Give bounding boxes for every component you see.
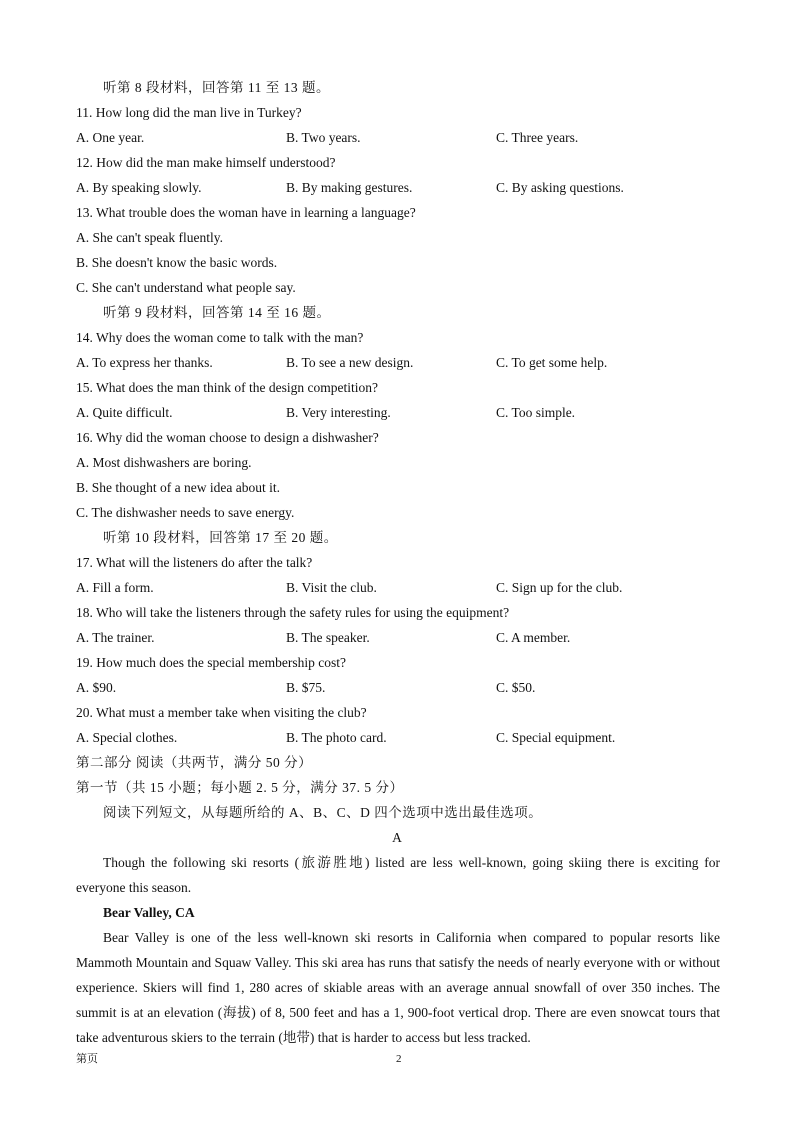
question-16-option-b: B. She thought of a new idea about it. <box>76 480 280 495</box>
question-16-option-c: C. The dishwasher needs to save energy. <box>76 505 295 520</box>
question-17-option-a: A. Fill a form. <box>76 580 154 595</box>
question-18-stem: 18. Who will take the listeners through the safety rules for using the equipment? <box>76 605 510 620</box>
question-12-stem: 12. How did the man make himself understood? <box>76 155 336 170</box>
question-11-option-a: A. One year. <box>76 130 145 145</box>
question-15-stem: 15. What does the man think of the design competition? <box>76 380 378 395</box>
question-13-option-a: A. She can't speak fluently. <box>76 230 224 245</box>
question-13-option-b: B. She doesn't know the basic words. <box>76 255 278 270</box>
question-19-option-b: B. $75. <box>286 680 326 695</box>
question-17-option-c: C. Sign up for the club. <box>496 580 623 595</box>
question-18-option-b: B. The speaker. <box>286 630 370 645</box>
question-11-stem: 11. How long did the man live in Turkey? <box>76 105 302 120</box>
reading-instruction: 阅读下列短文，从每题所给的 A、B、C、D 四个选项中选出最佳选项。 <box>103 805 543 820</box>
passage-letter: A <box>392 830 402 845</box>
passage-intro-text: Though the following ski resorts (旅游胜地) listed are less well-known, going skiing there is exciting for everyone this season. <box>76 855 720 895</box>
question-19-option-c: C. $50. <box>496 680 536 695</box>
question-16-stem: 16. Why did the woman choose to design a dishwasher? <box>76 430 379 445</box>
question-15-option-b: B. Very interesting. <box>286 405 391 420</box>
resort-paragraph <box>76 925 720 1050</box>
question-14-option-c: C. To get some help. <box>496 355 608 370</box>
question-20-stem: 20. What must a member take when visiting the club? <box>76 705 367 720</box>
question-15-option-a: A. Quite difficult. <box>76 405 173 420</box>
question-18-option-c: C. A member. <box>496 630 571 645</box>
part-2-heading: 第二部分 阅读（共两节，满分 50 分） <box>76 755 313 770</box>
question-19-stem: 19. How much does the special membership cost? <box>76 655 346 670</box>
question-12-option-a: A. By speaking slowly. <box>76 180 202 195</box>
part-2-section-1-heading: 第一节（共 15 小题；每小题 2. 5 分，满分 37. 5 分） <box>76 780 404 795</box>
question-19-option-a: A. $90. <box>76 680 117 695</box>
question-20-option-a: A. Special clothes. <box>76 730 178 745</box>
question-18-option-a: A. The trainer. <box>76 630 155 645</box>
question-13-stem: 13. What trouble does the woman have in learning a language? <box>76 205 416 220</box>
footer-page-number: 2 <box>396 1053 402 1065</box>
question-14-stem: 14. Why does the woman come to talk with the man? <box>76 330 364 345</box>
passage-intro <box>76 850 720 900</box>
question-14-option-b: B. To see a new design. <box>286 355 414 370</box>
question-14-option-a: A. To express her thanks. <box>76 355 213 370</box>
section-8-header: 听第 8 段材料，回答第 11 至 13 题。 <box>103 80 330 95</box>
question-12-option-b: B. By making gestures. <box>286 180 413 195</box>
section-10-header: 听第 10 段材料，回答第 17 至 20 题。 <box>103 530 338 545</box>
question-20-option-c: C. Special equipment. <box>496 730 616 745</box>
question-15-option-c: C. Too simple. <box>496 405 576 420</box>
question-17-stem: 17. What will the listeners do after the talk? <box>76 555 313 570</box>
footer-page-label: 第页 <box>76 1053 98 1065</box>
question-11-option-c: C. Three years. <box>496 130 579 145</box>
question-13-option-c: C. She can't understand what people say. <box>76 280 296 295</box>
question-12-option-c: C. By asking questions. <box>496 180 624 195</box>
resort-title: Bear Valley, CA <box>103 905 195 920</box>
question-11-option-b: B. Two years. <box>286 130 361 145</box>
resort-paragraph-text: Bear Valley is one of the less well-known ski resorts in California when compared to popular resorts like Mammoth Mountain and Squaw Valley. This ski area has runs that satisfy the needs of nearly everyone with or without experience. Skiers will find 1, 280 acres of skiable areas with an average annual snowfall of over 350 inches. The summit is at an elevation (海拔) of 8, 500 feet and has a 1, 900-foot vertical drop. There are even snowcat tours that take adventurous skiers to the terrain (地带) that is harder to access but less tracked. <box>76 930 720 1045</box>
question-16-option-a: A. Most dishwashers are boring. <box>76 455 252 470</box>
question-20-option-b: B. The photo card. <box>286 730 387 745</box>
question-17-option-b: B. Visit the club. <box>286 580 377 595</box>
section-9-header: 听第 9 段材料，回答第 14 至 16 题。 <box>103 305 331 320</box>
